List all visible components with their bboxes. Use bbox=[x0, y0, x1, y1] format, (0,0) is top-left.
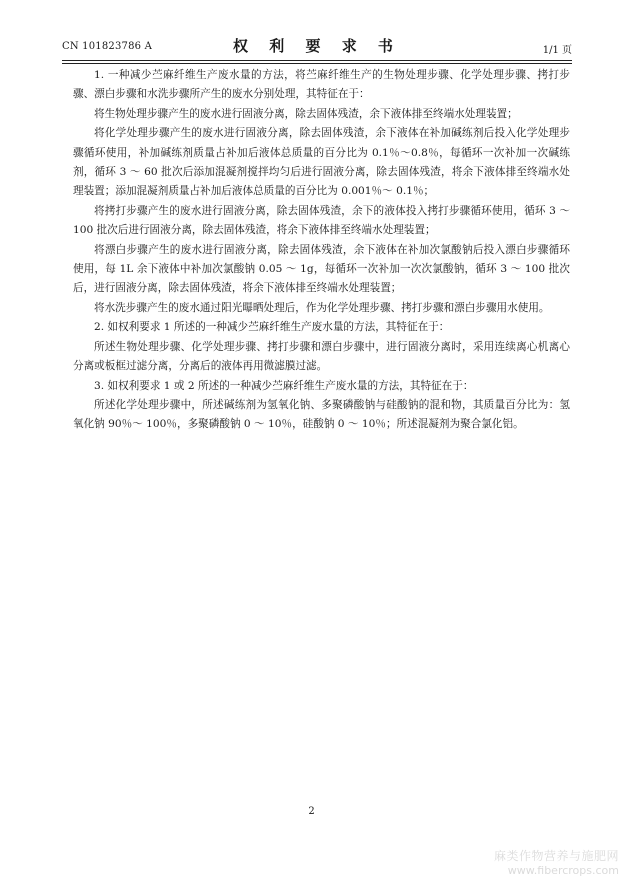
page-header bbox=[62, 33, 572, 59]
header-rule-thin bbox=[62, 63, 572, 64]
claim-1-washing-step: 将水洗步骤产生的废水通过阳光曝晒处理后，作为化学处理步骤、拷打步骤和漂白步骤用水使用。 bbox=[94, 301, 550, 314]
page-count: 1/1 页 bbox=[542, 45, 572, 56]
claims-body bbox=[73, 66, 570, 435]
watermark-site-name: 麻类作物营养与施肥网 bbox=[493, 849, 619, 863]
claim-2-body: 所述生物处理步骤、化学处理步骤、拷打步骤和漂白步骤中，进行固液分离时，采用连续离心机离心分离或板框过滤分离，分离后的液体再用微滤膜过滤。 bbox=[73, 340, 570, 373]
claim-2-intro: 2. 如权利要求 1 所述的一种减少苎麻纤维生产废水量的方法，其特征在于： bbox=[94, 321, 450, 334]
claim-1-intro: 1. 一种减少苎麻纤维生产废水量的方法，将苎麻纤维生产的生物处理步骤、化学处理步骤、拷打步骤、漂白步骤和水洗步骤所产生的废水分别处理，其特征在于： bbox=[73, 69, 570, 101]
watermark bbox=[494, 847, 619, 877]
header-rule-thick bbox=[62, 60, 572, 61]
document-title: 权 利 要 求 书 bbox=[233, 37, 401, 55]
publication-number: CN 101823786 A bbox=[62, 41, 153, 52]
claim-1-biological-step: 将生物处理步骤产生的废水进行固液分离，除去固体残渣，余下液体排至终端水处理装置； bbox=[94, 107, 518, 120]
page-number: 2 bbox=[308, 806, 315, 817]
claim-1-bleaching-step: 将漂白步骤产生的废水进行固液分离，除去固体残渣，余下液体在补加次氯酸钠后投入漂白步骤循环使用，每 1L 余下液体中补加次氯酸钠 0.05 ～ 1g，每循环一次补加一次次氯酸钠，循环 3 ～ 100 批次后，进行固液分离，除去固体残渣，将余下液体排至终端水处理装置； bbox=[73, 243, 570, 295]
watermark-url: www.fibercrops.com bbox=[507, 864, 619, 877]
claim-1-chemical-step: 将化学处理步骤产生的废水进行固液分离，除去固体残渣，余下液体在补加碱练剂后投入化学处理步骤循环使用，补加碱练剂质量占补加后液体总质量的百分比为 0.1％～0.8％，每循环一次补加一次碱练剂，循环 3 ～ 60 批次后添加混凝剂搅拌均匀后进行固液分离，除去固体残渣，将余下液体排至终端水处理装置；添加混凝剂质量占补加后液体总质量的百分比为 0.001％～ 0.1％； bbox=[73, 127, 570, 198]
claim-3-intro: 3. 如权利要求 1 或 2 所述的一种减少苎麻纤维生产废水量的方法，其特征在于： bbox=[94, 379, 474, 392]
claim-1-beating-step: 将拷打步骤产生的废水进行固液分离，除去固体残渣，余下的液体投入拷打步骤循环使用，循环 3 ～ 100 批次后进行固液分离，除去固体残渣，将余下液体排至终端水处理装置； bbox=[73, 204, 570, 237]
claim-3-body: 所述化学处理步骤中，所述碱练剂为氢氧化钠、多聚磷酸钠与硅酸钠的混和物，其质量百分比为：氢氧化钠 90％～ 100％，多聚磷酸钠 0 ～ 10％，硅酸钠 0 ～ 10％；所述混凝剂为聚合氯化铝。 bbox=[73, 398, 570, 431]
